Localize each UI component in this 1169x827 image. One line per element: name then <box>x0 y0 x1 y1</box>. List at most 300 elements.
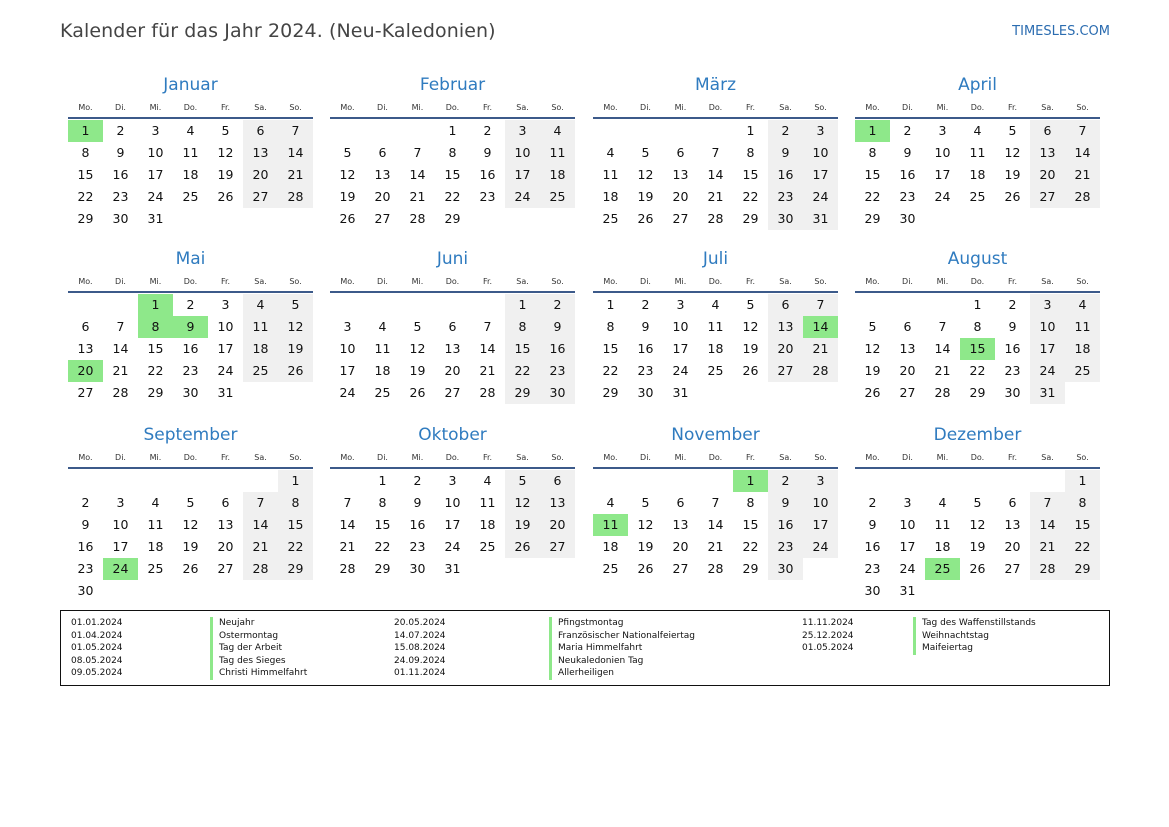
empty-cell <box>890 470 925 492</box>
day-cell: 8 <box>448 145 457 160</box>
day-cell: 9 <box>413 495 422 510</box>
weekday-label: So. <box>289 103 302 112</box>
day-cell: 25 <box>707 363 724 378</box>
day-cell: 30 <box>1004 385 1021 400</box>
day-cell: 2 <box>868 495 877 510</box>
day-cell: 2 <box>768 470 803 492</box>
weekday-header <box>68 98 313 119</box>
weekday-label: Fr. <box>745 277 756 286</box>
day-cell: 24 <box>934 189 951 204</box>
weekday-label: So. <box>289 277 302 286</box>
day-cell: 14 <box>339 517 356 532</box>
day-cell: 13 <box>899 341 916 356</box>
empty-cell <box>330 120 365 142</box>
day-cell: 10 <box>217 319 234 334</box>
day-cell: 19 <box>409 363 426 378</box>
weekday-label: Do. <box>970 453 985 462</box>
day-grid <box>855 119 1100 230</box>
day-cell: 12 <box>637 517 654 532</box>
day-cell: 24 <box>1030 360 1065 382</box>
day-cell: 14 <box>1030 514 1065 536</box>
weekday-label: Di. <box>902 453 913 462</box>
day-cell: 6 <box>1030 120 1065 142</box>
weekday-header <box>593 272 838 293</box>
weekday-label: Mo. <box>603 453 618 462</box>
day-cell: 18 <box>707 341 724 356</box>
day-cell: 11 <box>182 145 199 160</box>
day-cell: 3 <box>116 495 125 510</box>
day-cell: 28 <box>479 385 496 400</box>
day-cell: 22 <box>969 363 986 378</box>
day-cell: 13 <box>672 517 689 532</box>
day-cell: 22 <box>602 363 619 378</box>
day-cell: 21 <box>707 189 724 204</box>
day-cell: 25 <box>182 189 199 204</box>
empty-cell <box>103 470 138 492</box>
day-cell: 29 <box>444 211 461 226</box>
legend-date: 25.12.2024 <box>802 630 854 641</box>
day-cell: 23 <box>77 561 94 576</box>
weekday-label: Do. <box>970 277 985 286</box>
day-cell: 21 <box>339 539 356 554</box>
day-cell: 9 <box>540 316 575 338</box>
day-cell: 25 <box>479 539 496 554</box>
legend-date: 01.11.2024 <box>394 668 446 678</box>
day-cell: 12 <box>864 341 881 356</box>
day-cell: 29 <box>77 211 94 226</box>
weekday-label: Di. <box>640 103 651 112</box>
holiday-day-cell: 24 <box>103 558 138 580</box>
day-cell: 7 <box>413 145 422 160</box>
empty-cell <box>698 120 733 142</box>
weekday-label: Do. <box>445 453 460 462</box>
day-cell: 23 <box>112 189 129 204</box>
day-cell: 20 <box>899 363 916 378</box>
day-cell: 29 <box>969 385 986 400</box>
site-link[interactable]: TIMESLES.COM <box>1012 24 1110 39</box>
weekday-label: Di. <box>902 277 913 286</box>
empty-cell <box>138 470 173 492</box>
month-1 <box>330 74 575 230</box>
empty-cell <box>243 470 278 492</box>
day-cell: 27 <box>672 211 689 226</box>
day-cell: 18 <box>147 539 164 554</box>
day-grid <box>855 469 1100 602</box>
day-cell: 19 <box>864 363 881 378</box>
day-cell: 14 <box>479 341 496 356</box>
day-cell: 11 <box>969 145 986 160</box>
day-cell: 7 <box>116 319 125 334</box>
legend-holiday-name: Tag des Waffenstillstands <box>913 617 1036 630</box>
day-cell: 2 <box>81 495 90 510</box>
empty-cell <box>593 470 628 492</box>
day-cell: 25 <box>540 186 575 208</box>
day-cell: 19 <box>742 341 759 356</box>
day-cell: 16 <box>112 167 129 182</box>
weekday-label: Mi. <box>936 103 949 112</box>
day-cell: 19 <box>278 338 313 360</box>
day-cell: 19 <box>969 539 986 554</box>
day-cell: 12 <box>409 341 426 356</box>
holiday-day-cell: 9 <box>173 316 208 338</box>
day-cell: 23 <box>479 189 496 204</box>
day-cell: 9 <box>868 517 877 532</box>
weekday-label: Mi. <box>674 453 687 462</box>
day-cell: 30 <box>899 211 916 226</box>
day-cell: 1 <box>746 123 755 138</box>
day-cell: 13 <box>77 341 94 356</box>
day-cell: 7 <box>1030 492 1065 514</box>
day-cell: 18 <box>969 167 986 182</box>
day-cell: 13 <box>540 492 575 514</box>
weekday-label: Di. <box>377 103 388 112</box>
day-cell: 4 <box>606 495 615 510</box>
day-cell: 1 <box>1065 470 1100 492</box>
day-cell: 3 <box>676 297 685 312</box>
day-cell: 18 <box>1065 338 1100 360</box>
day-cell: 29 <box>147 385 164 400</box>
day-cell: 31 <box>147 211 164 226</box>
day-cell: 12 <box>217 145 234 160</box>
day-cell: 14 <box>934 341 951 356</box>
day-cell: 8 <box>1065 492 1100 514</box>
day-cell: 29 <box>864 211 881 226</box>
empty-cell <box>470 294 505 316</box>
weekday-label: Di. <box>115 103 126 112</box>
holiday-day-cell: 1 <box>733 470 768 492</box>
day-cell: 29 <box>742 211 759 226</box>
day-cell: 27 <box>243 186 278 208</box>
day-cell: 26 <box>217 189 234 204</box>
day-cell: 4 <box>938 495 947 510</box>
day-cell: 5 <box>641 145 650 160</box>
month-11 <box>855 424 1100 602</box>
day-cell: 15 <box>1065 514 1100 536</box>
day-cell: 23 <box>899 189 916 204</box>
day-cell: 7 <box>711 495 720 510</box>
day-cell: 3 <box>151 123 160 138</box>
day-cell: 21 <box>409 189 426 204</box>
day-cell: 10 <box>672 319 689 334</box>
day-cell: 6 <box>448 319 457 334</box>
legend-name-column <box>549 617 695 680</box>
month-3 <box>855 74 1100 230</box>
weekday-label: Fr. <box>745 103 756 112</box>
page-title: Kalender für das Jahr 2024. (Neu-Kaledonien) <box>60 20 496 42</box>
legend-date: 14.07.2024 <box>394 630 446 641</box>
weekday-label: Fr. <box>1007 103 1018 112</box>
legend-holiday-name: Maria Himmelfahrt <box>549 642 695 655</box>
weekday-label: Fr. <box>1007 453 1018 462</box>
empty-cell <box>663 120 698 142</box>
day-cell: 28 <box>1065 186 1100 208</box>
day-cell: 24 <box>803 186 838 208</box>
day-cell: 24 <box>339 385 356 400</box>
weekday-label: Do. <box>708 453 723 462</box>
weekday-label: Fr. <box>1007 277 1018 286</box>
weekday-label: Di. <box>640 453 651 462</box>
day-cell: 9 <box>1008 319 1017 334</box>
day-cell: 20 <box>217 539 234 554</box>
day-grid <box>68 293 313 404</box>
day-cell: 31 <box>1030 382 1065 404</box>
day-cell: 8 <box>606 319 615 334</box>
day-cell: 24 <box>505 186 540 208</box>
weekday-header <box>68 448 313 469</box>
day-cell: 7 <box>1065 120 1100 142</box>
day-cell: 2 <box>903 123 912 138</box>
day-cell: 28 <box>339 561 356 576</box>
day-cell: 29 <box>602 385 619 400</box>
day-cell: 26 <box>969 561 986 576</box>
month-7 <box>855 248 1100 404</box>
day-cell: 26 <box>339 211 356 226</box>
empty-cell <box>208 470 243 492</box>
day-cell: 6 <box>378 145 387 160</box>
day-cell: 13 <box>768 316 803 338</box>
day-cell: 11 <box>243 316 278 338</box>
day-cell: 9 <box>768 492 803 514</box>
day-grid <box>68 469 313 602</box>
weekday-label: Mi. <box>149 453 162 462</box>
weekday-label: Mo. <box>78 103 93 112</box>
weekday-label: Di. <box>377 453 388 462</box>
holiday-legend <box>60 610 1110 686</box>
day-cell: 29 <box>505 382 540 404</box>
day-cell: 17 <box>1030 338 1065 360</box>
weekday-label: So. <box>1076 103 1089 112</box>
legend-name-column <box>913 617 1036 655</box>
weekday-label: So. <box>1076 277 1089 286</box>
weekday-label: Sa. <box>1041 453 1054 462</box>
day-cell: 19 <box>637 539 654 554</box>
day-cell: 20 <box>672 189 689 204</box>
weekday-label: Do. <box>708 103 723 112</box>
day-cell: 7 <box>278 120 313 142</box>
empty-cell <box>365 120 400 142</box>
day-cell: 31 <box>444 561 461 576</box>
day-cell: 12 <box>505 492 540 514</box>
day-grid <box>68 119 313 230</box>
day-cell: 22 <box>864 189 881 204</box>
day-cell: 16 <box>637 341 654 356</box>
day-cell: 3 <box>938 123 947 138</box>
empty-cell <box>330 294 365 316</box>
day-cell: 19 <box>637 189 654 204</box>
weekday-label: Fr. <box>745 453 756 462</box>
day-cell: 26 <box>182 561 199 576</box>
day-cell: 17 <box>444 517 461 532</box>
day-cell: 19 <box>217 167 234 182</box>
empty-cell <box>68 470 103 492</box>
day-cell: 26 <box>864 385 881 400</box>
weekday-label: Sa. <box>516 103 529 112</box>
holiday-day-cell: 14 <box>803 316 838 338</box>
weekday-label: Mo. <box>865 277 880 286</box>
day-cell: 7 <box>711 145 720 160</box>
day-cell: 29 <box>1065 558 1100 580</box>
day-cell: 12 <box>637 167 654 182</box>
day-cell: 2 <box>413 473 422 488</box>
day-cell: 20 <box>243 164 278 186</box>
legend-date: 01.05.2024 <box>71 643 123 653</box>
day-cell: 7 <box>243 492 278 514</box>
day-cell: 8 <box>973 319 982 334</box>
weekday-label: Fr. <box>482 103 493 112</box>
day-cell: 16 <box>182 341 199 356</box>
month-4 <box>68 248 313 404</box>
day-cell: 31 <box>672 385 689 400</box>
day-cell: 29 <box>278 558 313 580</box>
legend-date: 20.05.2024 <box>394 618 446 628</box>
legend-holiday-name: Christi Himmelfahrt <box>210 667 307 680</box>
day-cell: 24 <box>147 189 164 204</box>
holiday-day-cell: 15 <box>960 338 995 360</box>
weekday-label: Fr. <box>220 453 231 462</box>
day-cell: 14 <box>112 341 129 356</box>
weekday-label: Mo. <box>78 453 93 462</box>
weekday-label: Mi. <box>411 277 424 286</box>
day-cell: 16 <box>864 539 881 554</box>
day-cell: 11 <box>934 517 951 532</box>
day-cell: 21 <box>278 164 313 186</box>
weekday-label: So. <box>551 103 564 112</box>
day-cell: 20 <box>1030 164 1065 186</box>
empty-cell <box>103 294 138 316</box>
day-cell: 15 <box>77 167 94 182</box>
day-cell: 22 <box>77 189 94 204</box>
day-cell: 2 <box>186 297 195 312</box>
day-cell: 1 <box>278 470 313 492</box>
day-cell: 25 <box>1065 360 1100 382</box>
weekday-label: So. <box>551 277 564 286</box>
day-cell: 6 <box>1008 495 1017 510</box>
day-cell: 27 <box>217 561 234 576</box>
weekday-label: Sa. <box>1041 277 1054 286</box>
weekday-label: Mi. <box>411 103 424 112</box>
month-name: Januar <box>163 75 218 95</box>
empty-cell <box>68 294 103 316</box>
day-cell: 21 <box>479 363 496 378</box>
day-cell: 18 <box>602 189 619 204</box>
day-cell: 28 <box>112 385 129 400</box>
day-cell: 11 <box>479 495 496 510</box>
day-cell: 17 <box>339 363 356 378</box>
day-cell: 5 <box>413 319 422 334</box>
legend-date: 01.04.2024 <box>71 630 123 641</box>
day-cell: 15 <box>147 341 164 356</box>
day-cell: 14 <box>1065 142 1100 164</box>
day-cell: 17 <box>505 164 540 186</box>
day-cell: 11 <box>1065 316 1100 338</box>
day-cell: 22 <box>278 536 313 558</box>
day-cell: 30 <box>409 561 426 576</box>
day-cell: 16 <box>77 539 94 554</box>
day-cell: 21 <box>803 338 838 360</box>
day-cell: 3 <box>505 120 540 142</box>
day-cell: 21 <box>707 539 724 554</box>
legend-holiday-name: Maifeiertag <box>913 642 1036 655</box>
day-cell: 28 <box>803 360 838 382</box>
day-grid <box>330 119 575 230</box>
day-cell: 22 <box>505 360 540 382</box>
day-cell: 21 <box>1030 536 1065 558</box>
weekday-label: Di. <box>640 277 651 286</box>
day-cell: 27 <box>540 536 575 558</box>
day-cell: 1 <box>378 473 387 488</box>
month-9 <box>330 424 575 580</box>
day-cell: 8 <box>746 495 755 510</box>
empty-cell <box>330 470 365 492</box>
day-cell: 5 <box>973 495 982 510</box>
day-cell: 24 <box>803 536 838 558</box>
day-cell: 15 <box>444 167 461 182</box>
day-cell: 21 <box>112 363 129 378</box>
day-cell: 9 <box>81 517 90 532</box>
empty-cell <box>628 470 663 492</box>
weekday-label: Mi. <box>674 277 687 286</box>
day-cell: 15 <box>278 514 313 536</box>
empty-cell <box>663 470 698 492</box>
empty-cell <box>365 294 400 316</box>
legend-holiday-name: Pfingstmontag <box>549 617 695 630</box>
month-10 <box>593 424 838 580</box>
day-cell: 6 <box>221 495 230 510</box>
day-cell: 18 <box>182 167 199 182</box>
day-cell: 20 <box>768 338 803 360</box>
legend-date-column <box>802 617 854 655</box>
day-cell: 20 <box>444 363 461 378</box>
weekday-header <box>330 98 575 119</box>
day-cell: 13 <box>374 167 391 182</box>
day-cell: 28 <box>934 385 951 400</box>
weekday-label: Fr. <box>482 453 493 462</box>
weekday-header <box>855 448 1100 469</box>
weekday-label: Do. <box>183 277 198 286</box>
day-cell: 23 <box>864 561 881 576</box>
day-cell: 19 <box>1004 167 1021 182</box>
weekday-label: Mo. <box>340 277 355 286</box>
day-cell: 27 <box>1030 186 1065 208</box>
month-name: September <box>143 425 238 445</box>
day-cell: 15 <box>742 517 759 532</box>
day-cell: 29 <box>742 561 759 576</box>
day-cell: 8 <box>505 316 540 338</box>
month-name: März <box>695 75 736 95</box>
day-cell: 22 <box>147 363 164 378</box>
holiday-day-cell: 1 <box>855 120 890 142</box>
weekday-label: Sa. <box>779 103 792 112</box>
holiday-day-cell: 20 <box>68 360 103 382</box>
day-cell: 18 <box>479 517 496 532</box>
day-cell: 5 <box>746 297 755 312</box>
day-cell: 2 <box>116 123 125 138</box>
day-cell: 14 <box>278 142 313 164</box>
day-cell: 24 <box>217 363 234 378</box>
empty-cell <box>855 470 890 492</box>
day-cell: 13 <box>672 167 689 182</box>
day-cell: 3 <box>803 470 838 492</box>
day-cell: 20 <box>1004 539 1021 554</box>
day-cell: 6 <box>676 495 685 510</box>
legend-holiday-name: Französischer Nationalfeiertag <box>549 630 695 643</box>
day-cell: 27 <box>374 211 391 226</box>
day-cell: 30 <box>637 385 654 400</box>
day-cell: 10 <box>899 517 916 532</box>
day-cell: 16 <box>540 338 575 360</box>
day-cell: 23 <box>182 363 199 378</box>
day-cell: 4 <box>243 294 278 316</box>
